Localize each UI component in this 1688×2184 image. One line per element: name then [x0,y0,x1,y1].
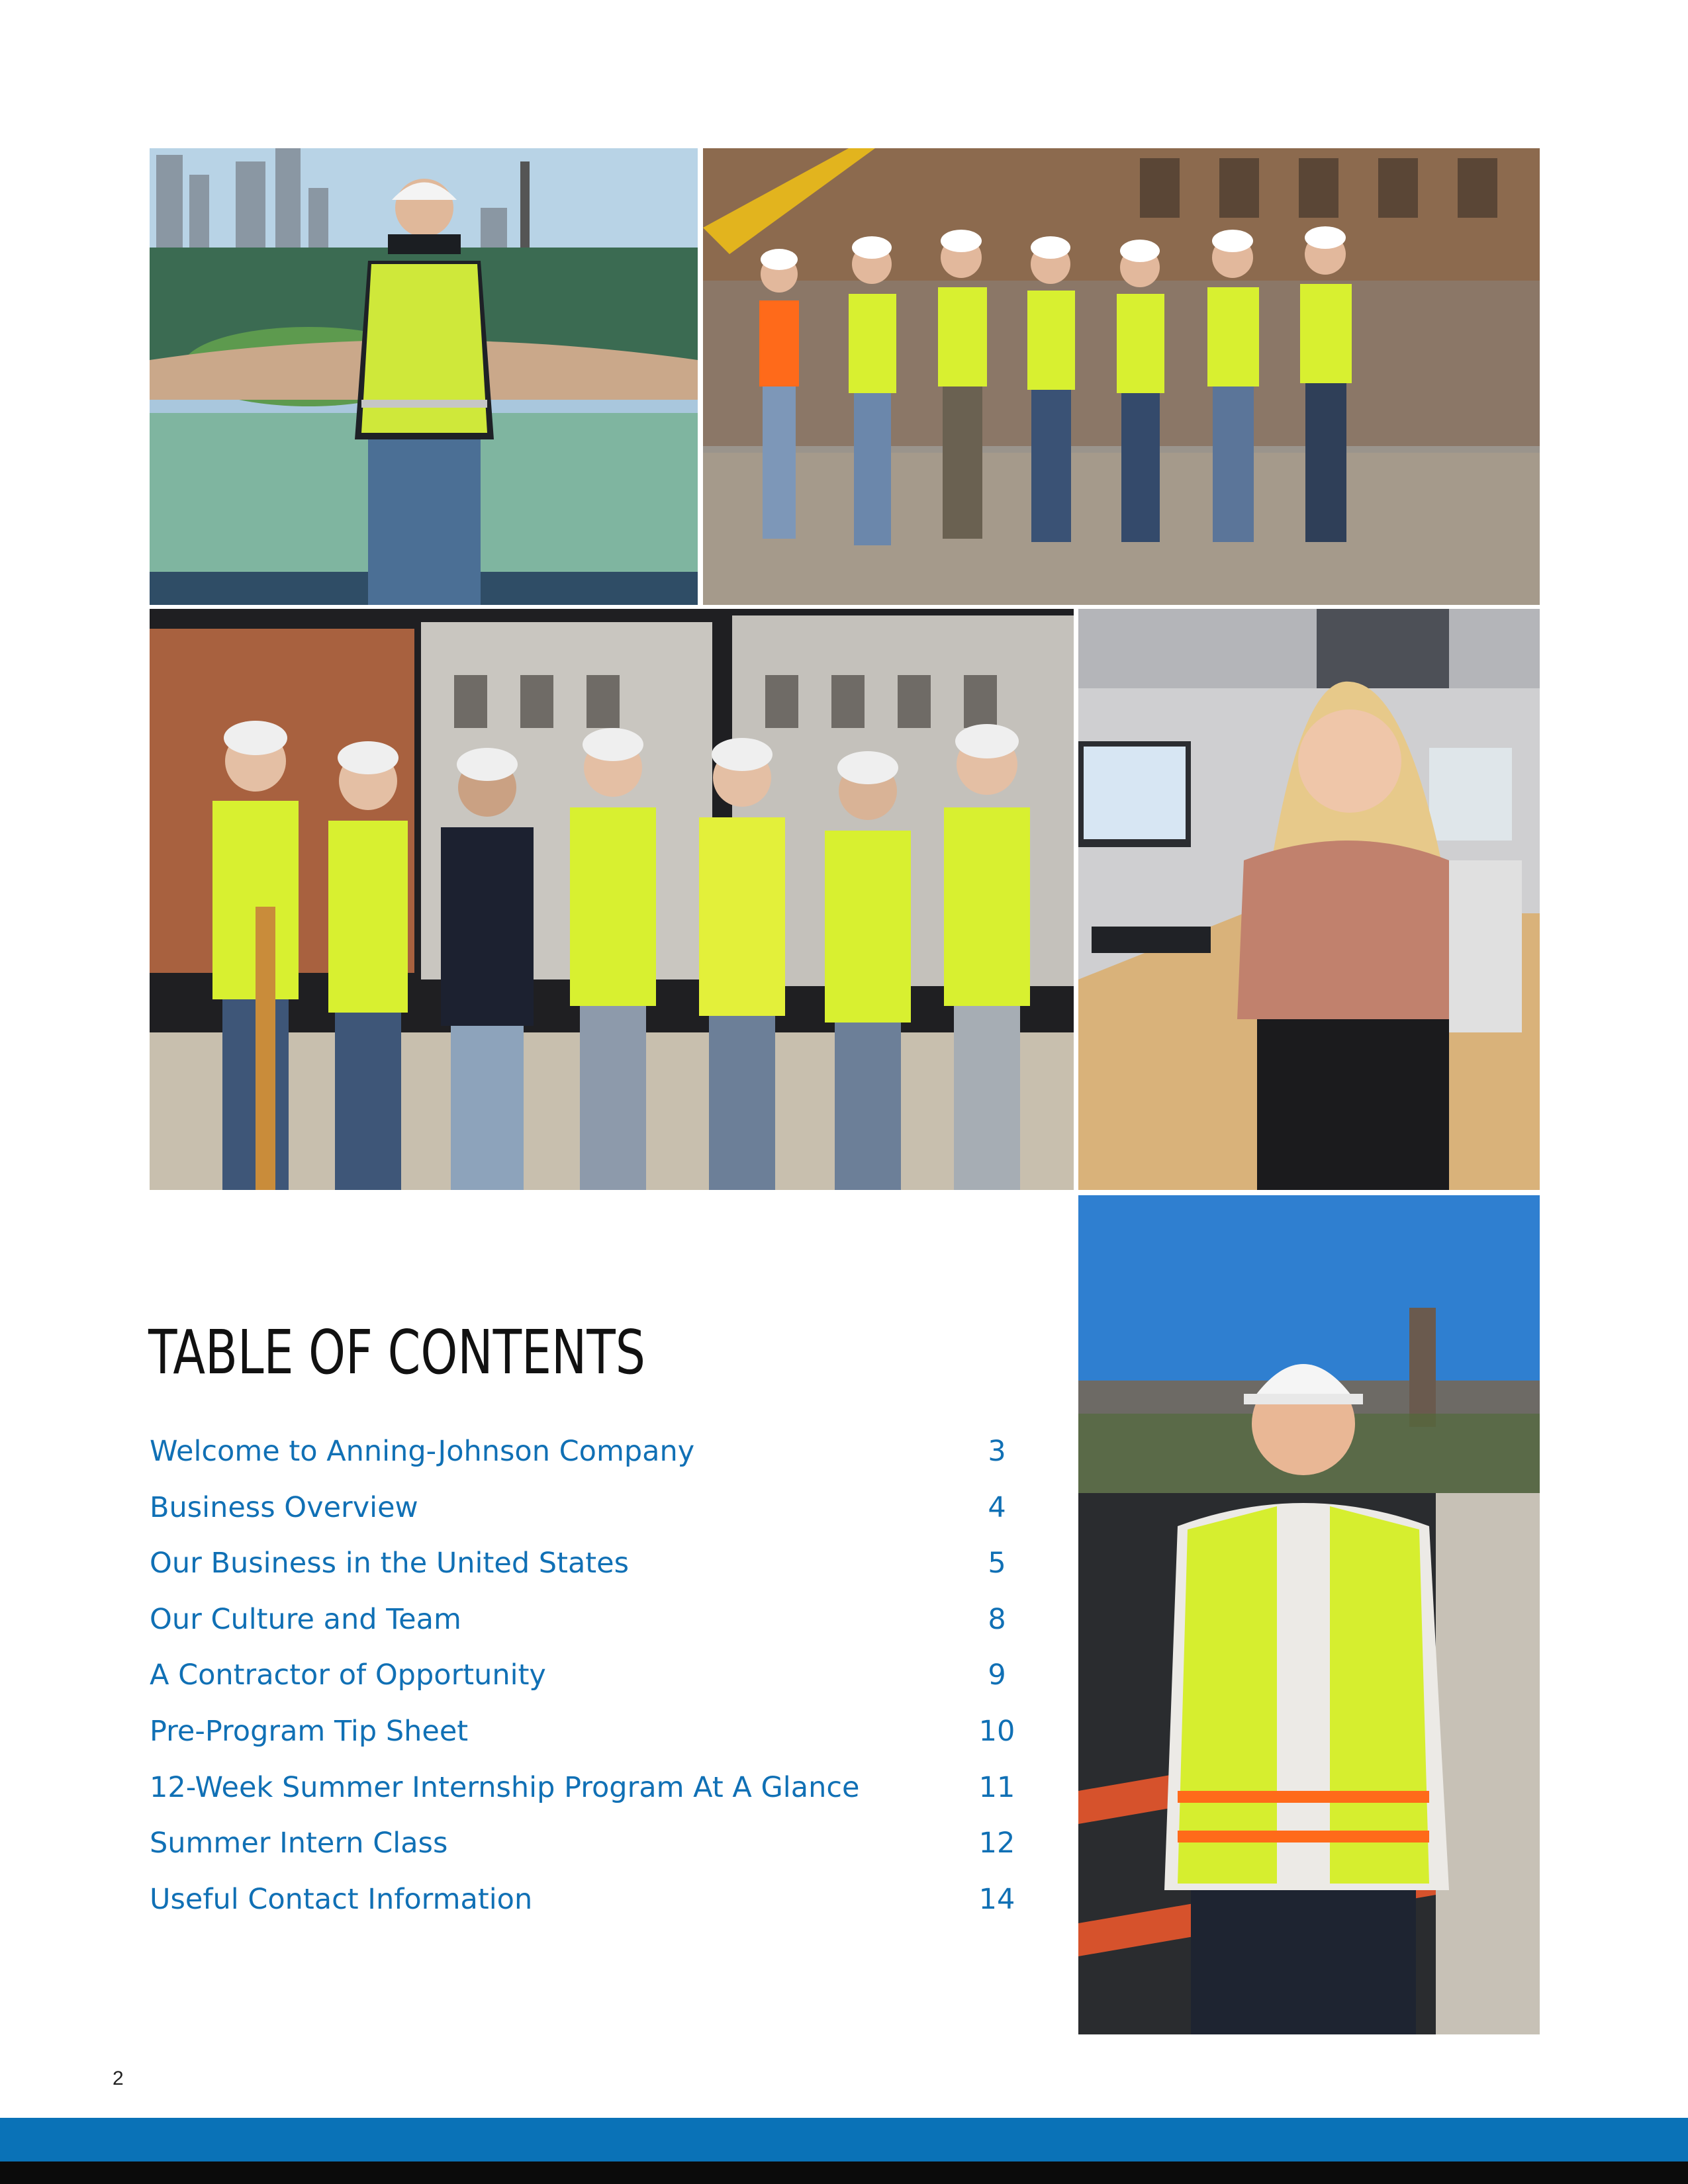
toc-entry-label[interactable]: Pre-Program Tip Sheet [150,1714,469,1748]
toc-entry[interactable] [150,1547,1037,1603]
toc-entry-page[interactable]: 3 [988,1435,1006,1468]
toc-entry[interactable] [150,1659,1037,1715]
toc-entry-label[interactable]: Useful Contact Information [150,1882,533,1916]
toc-entry-page[interactable]: 14 [978,1882,1015,1916]
page-number: 2 [113,2068,124,2089]
toc-title: TABLE OF CONTENTS [148,1317,645,1388]
toc-entry[interactable] [150,1883,1037,1939]
footer-dark-band [0,2161,1688,2184]
toc-entry-label[interactable]: 12-Week Summer Internship Program At A Glance [150,1770,860,1804]
photo-intern-ballpark-view [150,148,698,605]
toc-entry-label[interactable]: Summer Intern Class [150,1827,448,1860]
toc-entry-page[interactable]: 12 [978,1827,1015,1860]
toc-entry-label[interactable]: A Contractor of Opportunity [150,1659,546,1692]
toc-entry-page[interactable]: 11 [978,1770,1015,1804]
toc-entry[interactable] [150,1491,1037,1547]
toc-entry-page[interactable]: 10 [978,1714,1015,1748]
photo-group-construction-site [703,148,1540,605]
toc-list [150,1435,1037,1938]
footer-blue-band [0,2118,1688,2161]
toc-entry-label[interactable]: Business Overview [150,1490,418,1524]
toc-entry[interactable] [150,1603,1037,1659]
toc-entry[interactable] [150,1715,1037,1771]
toc-entry-page[interactable]: 8 [988,1602,1006,1636]
toc-entry-label[interactable]: Welcome to Anning-Johnson Company [150,1435,695,1468]
toc-entry[interactable] [150,1827,1037,1883]
toc-entry-label[interactable]: Our Culture and Team [150,1602,461,1636]
photo-intern-rooftop [1078,1195,1540,2034]
toc-entry-page[interactable]: 5 [988,1547,1006,1580]
toc-entry-page[interactable]: 9 [988,1659,1006,1692]
photo-intern-office-desk [1078,609,1540,1190]
toc-entry[interactable] [150,1435,1037,1491]
toc-entry-page[interactable]: 4 [988,1490,1006,1524]
toc-entry-label[interactable]: Our Business in the United States [150,1547,630,1580]
photo-group-window-building [150,609,1074,1190]
toc-entry[interactable] [150,1771,1037,1827]
